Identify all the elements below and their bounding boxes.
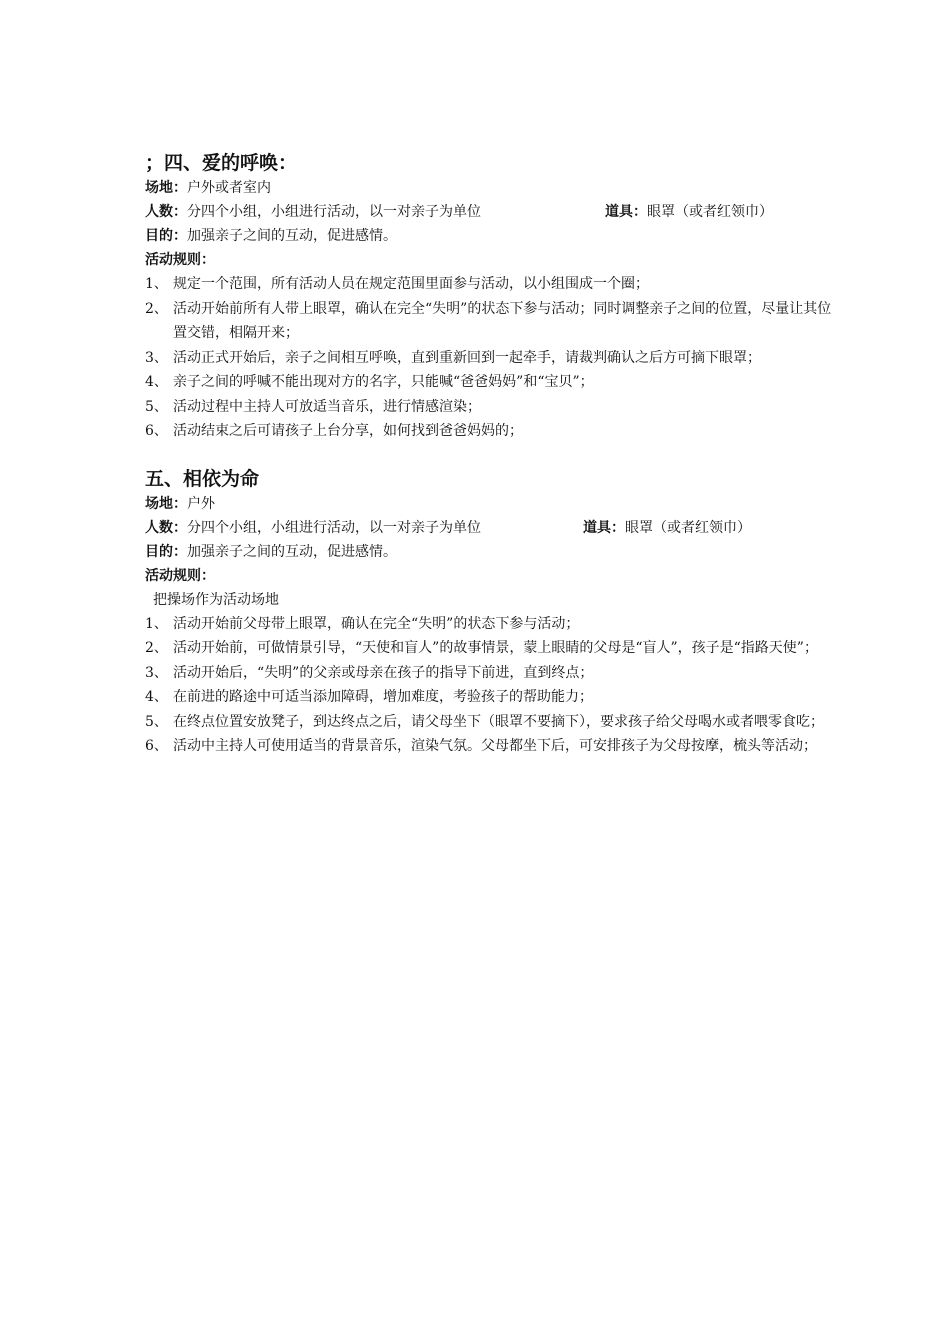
list-item-number: 5、: [145, 713, 168, 730]
list-item-text: 活动开始前，可做情景引导，“天使和盲人”的故事情景，蒙上眼睛的父母是“盲人”，孩子是“指路天使”；: [173, 640, 818, 656]
list-item-text: 亲子之间的呼喊不能出现对方的名字，只能喊“爸爸妈妈”和“宝贝”；: [173, 374, 594, 390]
list-item: [145, 419, 835, 444]
list-item: [145, 612, 835, 637]
list-item: [145, 636, 835, 661]
people-value: 分四个小组，小组进行活动，以一对亲子为单位: [187, 519, 481, 536]
list-item-number: 5、: [145, 398, 168, 415]
purpose-label: 目的：: [145, 228, 187, 244]
venue-label: 场地：: [145, 180, 187, 196]
list-item: [145, 272, 835, 297]
list-item-text: 在前进的路途中可适当添加障碍，增加难度，考验孩子的帮助能力；: [173, 689, 593, 705]
list-item: [145, 395, 835, 420]
list-item-text: 规定一个范围，所有活动人员在规定范围里面参与活动，以小组围成一个圈；: [173, 276, 649, 292]
purpose-value: 加强亲子之间的互动，促进感情。: [187, 543, 397, 560]
list-item-number: 3、: [145, 349, 168, 366]
people-line: [145, 516, 835, 540]
section-title: ；四、爱的呼唤：: [145, 152, 298, 174]
list-item-text: 活动开始前父母带上眼罩，确认在完全“失明”的状态下参与活动；: [173, 615, 580, 632]
props-label: 道具：: [605, 204, 647, 220]
list-item-number: 1、: [145, 276, 168, 292]
people-line: [145, 200, 835, 224]
section-love-call: [145, 150, 835, 444]
rules-intro: 把操场作为活动场地: [153, 591, 279, 608]
props-value: 眼罩（或者红领巾）: [625, 519, 751, 536]
list-item-number: 2、: [145, 300, 168, 317]
list-item-text: 活动正式开始后，亲子之间相互呼唤，直到重新回到一起牵手，请裁判确认之后方可摘下眼罩；: [173, 349, 761, 366]
document-body: [145, 150, 835, 759]
rules-list: [145, 612, 835, 759]
list-item-number: 6、: [145, 423, 168, 439]
venue-line: [145, 492, 835, 516]
venue-value: 户外或者室内: [187, 180, 271, 196]
rules-label: 活动规则：: [145, 252, 215, 268]
people-label: 人数：: [145, 204, 187, 220]
section-title: 五、相依为命: [145, 467, 260, 490]
rules-heading-line: [145, 248, 835, 272]
section-interdependence: [145, 466, 835, 759]
props-label: 道具：: [583, 519, 625, 536]
list-item-number: 6、: [145, 738, 168, 754]
venue-line: [145, 176, 835, 200]
list-item-text: 活动中主持人可使用适当的背景音乐，渲染气氛。父母都坐下后，可安排孩子为父母按摩，梳头等活动；: [173, 738, 817, 754]
people-label: 人数：: [145, 519, 187, 536]
venue-value: 户外: [187, 495, 215, 512]
rules-label: 活动规则：: [145, 567, 215, 584]
list-item-number: 2、: [145, 640, 168, 656]
list-item-number: 4、: [145, 374, 168, 390]
rules-heading-line: [145, 564, 835, 588]
list-item-number: 3、: [145, 664, 168, 681]
list-item: [145, 346, 835, 371]
purpose-label: 目的：: [145, 543, 187, 560]
list-item: [145, 297, 835, 346]
props-value: 眼罩（或者红领巾）: [647, 204, 773, 220]
rules-list: [145, 272, 835, 444]
purpose-line: [145, 540, 835, 564]
list-item: [145, 661, 835, 686]
list-item: [145, 734, 835, 759]
list-item: [145, 685, 835, 710]
props-group: [583, 516, 751, 540]
list-item-number: 4、: [145, 689, 168, 705]
purpose-value: 加强亲子之间的互动，促进感情。: [187, 228, 397, 244]
list-item-text: 活动结束之后可请孩子上台分享，如何找到爸爸妈妈的；: [173, 423, 523, 439]
purpose-line: [145, 224, 835, 248]
list-item-text: 在终点位置安放凳子，到达终点之后，请父母坐下（眼罩不要摘下），要求孩子给父母喝水或者喂零食吃；: [173, 713, 824, 730]
list-item-text: 活动开始后，“失明”的父亲或母亲在孩子的指导下前进，直到终点；: [173, 664, 594, 681]
list-item: [145, 710, 835, 735]
venue-label: 场地：: [145, 495, 187, 512]
list-item-number: 1、: [145, 615, 168, 632]
list-item-text: 活动开始前所有人带上眼罩，确认在完全“失明”的状态下参与活动；同时调整亲子之间的位置，尽量让其位置交错，相隔开来；: [173, 300, 832, 341]
props-group: [605, 200, 773, 224]
people-value: 分四个小组，小组进行活动，以一对亲子为单位: [187, 204, 481, 220]
list-item-text: 活动过程中主持人可放适当音乐，进行情感渲染；: [173, 398, 481, 415]
list-item: [145, 370, 835, 395]
